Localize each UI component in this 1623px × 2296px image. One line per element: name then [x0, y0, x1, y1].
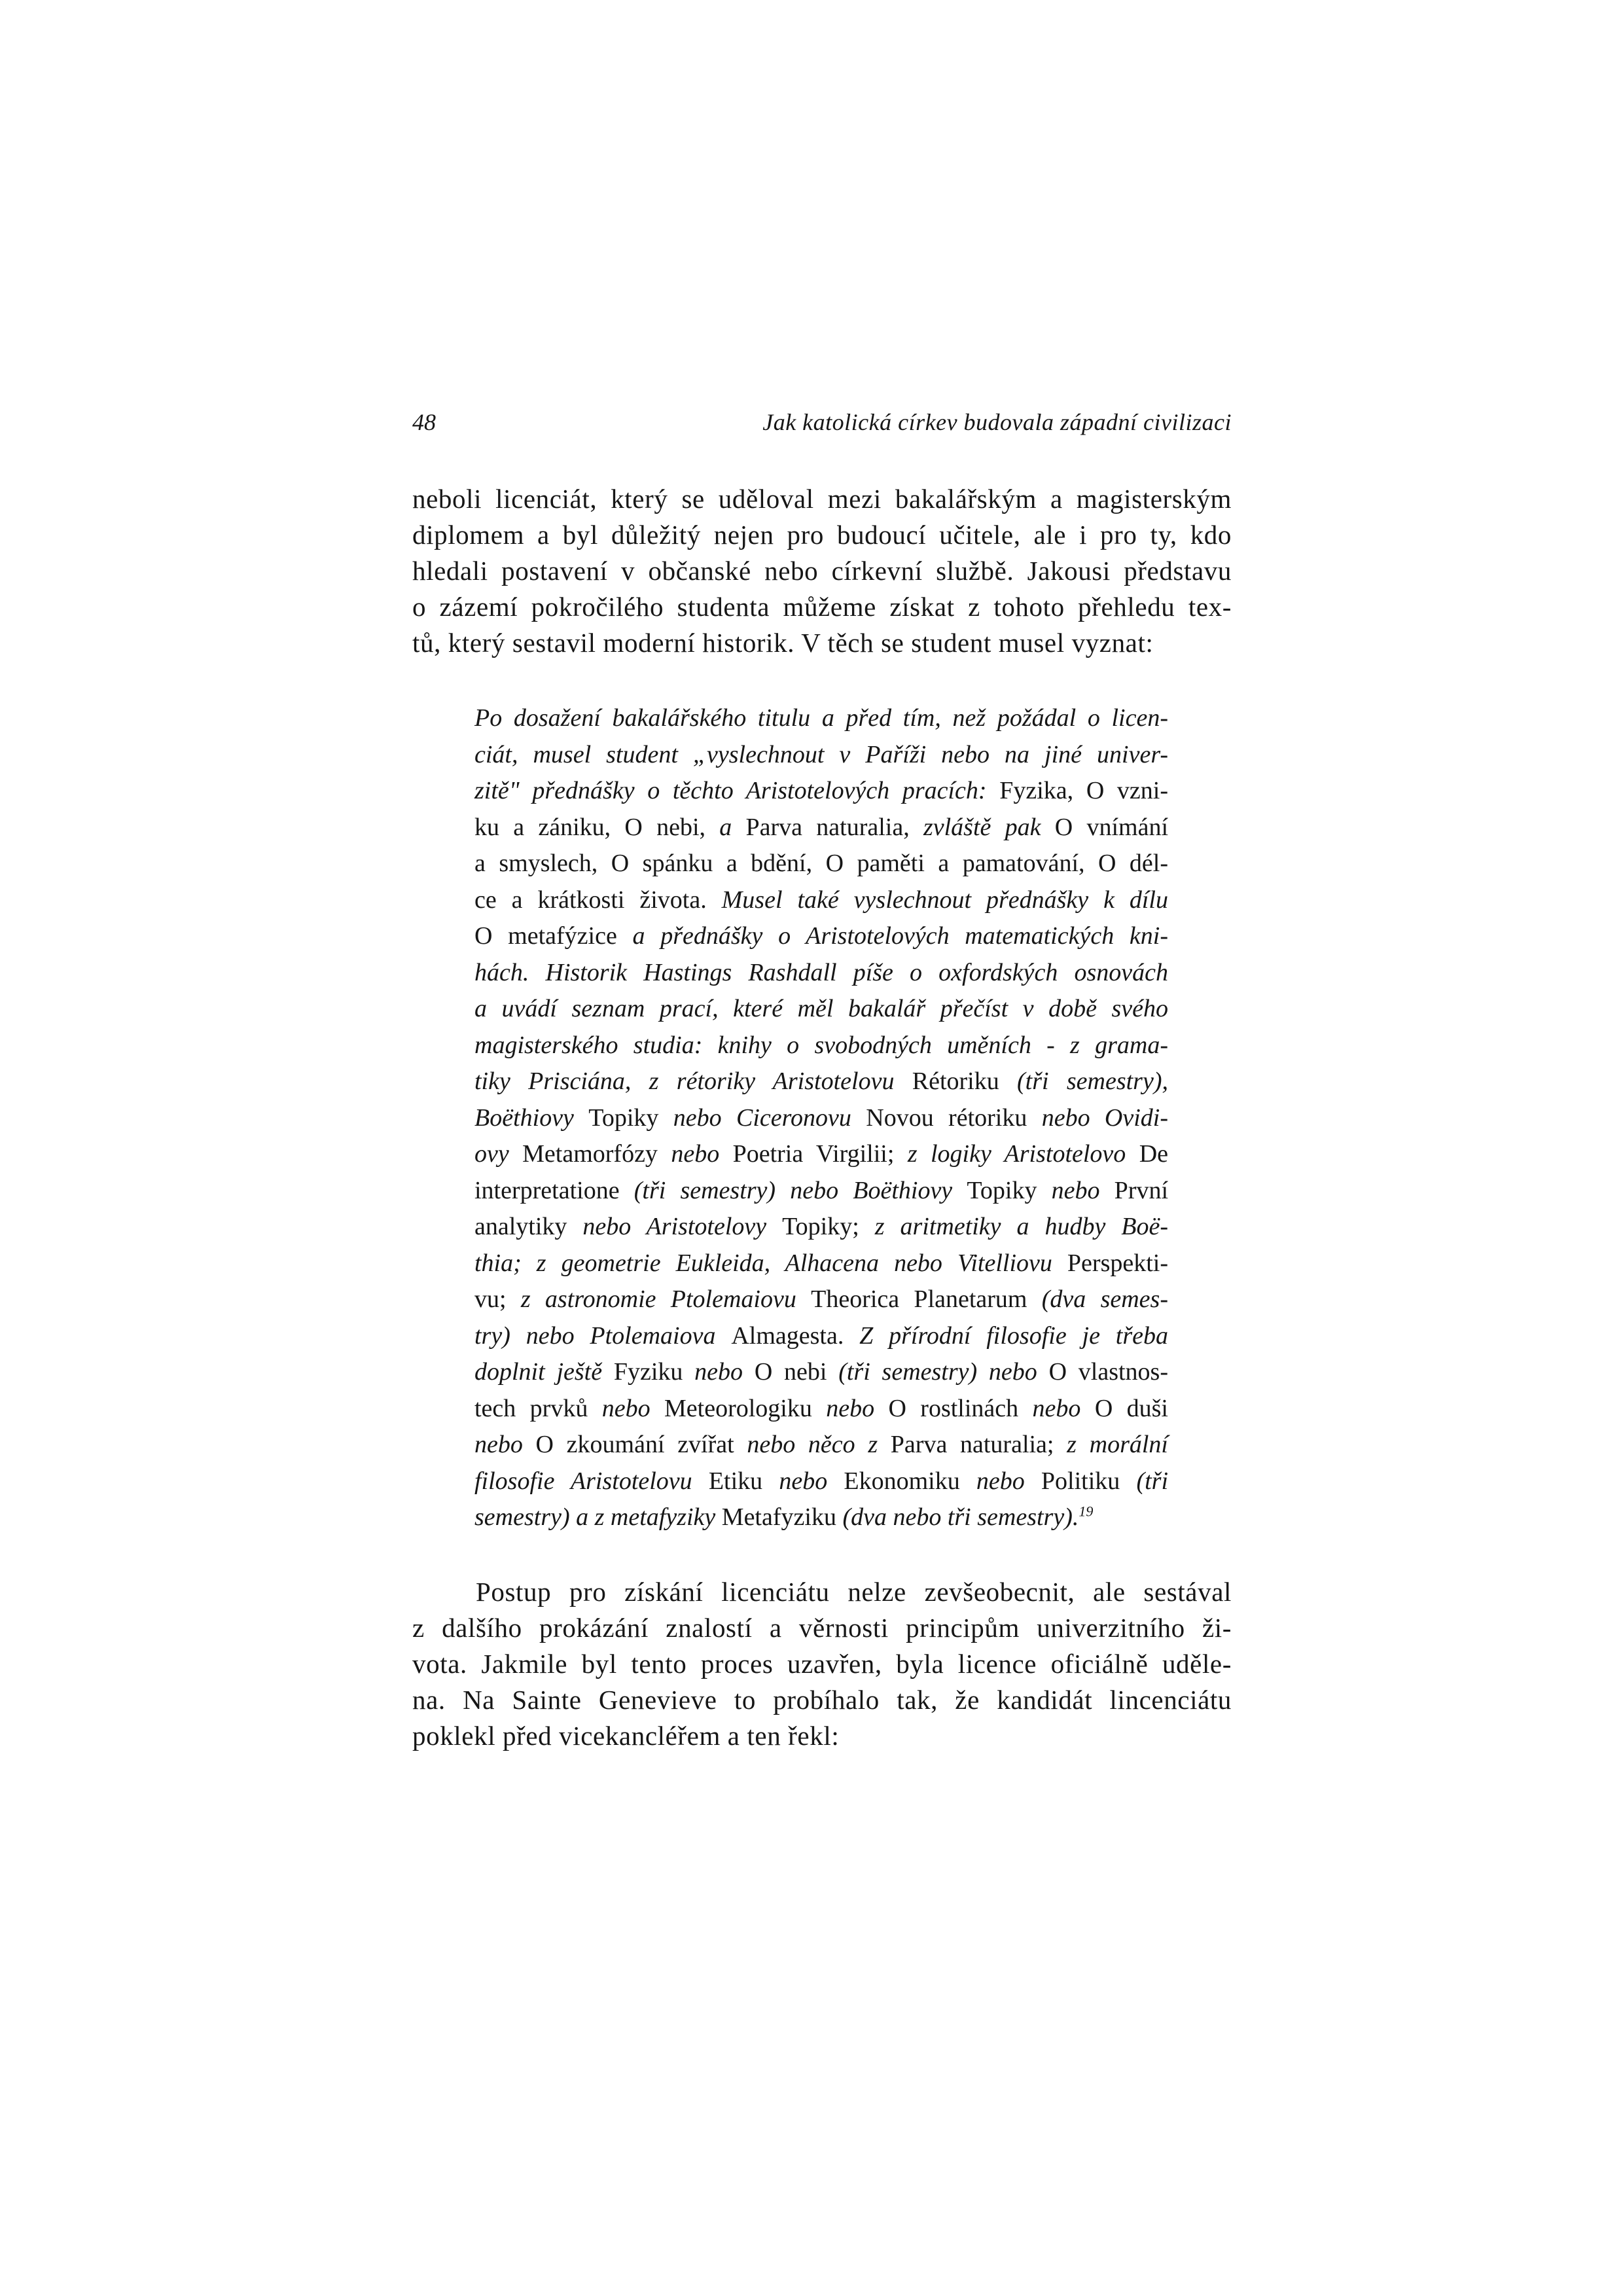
- quote-line: [474, 846, 1168, 882]
- roman-segment: Meteorologiku: [664, 1394, 827, 1422]
- roman-segment: Parva naturalia;: [890, 1431, 1067, 1458]
- italic-segment: filosofie Aristotelovu: [474, 1467, 709, 1495]
- quote-line: [474, 1282, 1168, 1318]
- italic-segment: hách. Historik Hastings Rashdall píše o oxfordských osnovách: [474, 958, 1168, 986]
- italic-segment: tiky Prisciána, z rétoriky Aristotelovu: [474, 1067, 912, 1095]
- roman-segment: Rétoriku: [912, 1067, 1018, 1095]
- italic-segment: nebo něco z: [747, 1431, 891, 1458]
- roman-segment: O nebi: [754, 1358, 839, 1386]
- quote-line: [474, 1209, 1168, 1246]
- roman-segment: Topiky: [967, 1176, 1052, 1204]
- roman-segment: O vlastnos-: [1048, 1358, 1168, 1386]
- quote-line: [474, 1064, 1168, 1100]
- italic-segment: (tři semestry) nebo Boëthiovy: [633, 1176, 967, 1204]
- text-line: neboli licenciát, který se uděloval mezi bakalářským a magisterským: [412, 484, 1232, 514]
- quote-line: [474, 991, 1168, 1028]
- italic-segment: nebo: [474, 1431, 536, 1458]
- italic-segment: Musel také vyslechnout přednášky k dílu: [721, 886, 1168, 914]
- paragraph-1: [412, 481, 1232, 661]
- roman-segment: Fyzika, O vzni-: [999, 777, 1168, 804]
- italic-segment: nebo Aristotelovy: [582, 1213, 783, 1240]
- roman-segment: Perspekti-: [1067, 1249, 1168, 1277]
- italic-segment: (tři semestry) nebo: [838, 1358, 1049, 1386]
- italic-segment: nebo Ciceronovu: [673, 1103, 866, 1132]
- quote-line: [474, 1246, 1168, 1282]
- roman-segment: O vnímání: [1054, 813, 1168, 841]
- italic-segment: (dva nebo tři semestry).: [842, 1503, 1079, 1531]
- quote-line: [474, 773, 1168, 810]
- roman-segment: Novou rétoriku: [866, 1103, 1042, 1132]
- italic-segment: ovy: [474, 1140, 523, 1168]
- roman-segment: Theorica Planetarum: [811, 1285, 1042, 1313]
- quote-line: [474, 1354, 1168, 1391]
- italic-segment: nebo: [671, 1140, 733, 1168]
- roman-segment: Ekonomiku: [844, 1467, 976, 1495]
- roman-segment: tech prvků: [474, 1394, 602, 1422]
- roman-segment: ce a krátkosti života.: [474, 886, 722, 914]
- roman-segment: První: [1114, 1176, 1169, 1204]
- page-number: 48: [412, 409, 436, 435]
- italic-segment: zitě" přednášky o těchto Aristotelových pracích:: [474, 777, 1000, 804]
- roman-segment: Etiku: [708, 1467, 779, 1495]
- italic-segment: (tři semestry),: [1017, 1067, 1168, 1095]
- roman-segment: vu;: [474, 1285, 521, 1313]
- roman-segment: analytiky: [474, 1213, 583, 1240]
- italic-segment: Boëthiovy: [474, 1103, 589, 1132]
- running-title: Jak katolická církev budovala západní civilizaci: [762, 409, 1232, 435]
- block-quote: [474, 700, 1168, 1536]
- quote-line: [474, 955, 1168, 992]
- text-line: z dalšího prokázání znalostí a věrnosti principům univerzitního ži-: [412, 1613, 1232, 1643]
- page-header: [412, 406, 1232, 439]
- italic-segment: (dva semes-: [1041, 1285, 1168, 1313]
- roman-segment: De: [1139, 1140, 1168, 1168]
- italic-segment: nebo: [826, 1394, 889, 1422]
- text-line: hledali postavení v občanské nebo církevní službě. Jakousi představu: [412, 556, 1232, 586]
- italic-segment: zvláště pak: [923, 813, 1055, 841]
- roman-segment: ku a zániku, O nebi,: [474, 813, 720, 841]
- roman-segment: Politiku: [1041, 1467, 1137, 1495]
- italic-segment: z astronomie Ptolemaiovu: [520, 1285, 812, 1313]
- text-line: diplomem a byl důležitý nejen pro budoucí učitele, ale i pro ty, kdo: [412, 520, 1232, 550]
- quote-line: [474, 918, 1168, 955]
- quote-line: [474, 1173, 1168, 1210]
- italic-segment: nebo: [694, 1358, 755, 1386]
- quote-line: [474, 1136, 1168, 1173]
- text-line: o zázemí pokročilého studenta můžeme získat z tohoto přehledu tex-: [412, 592, 1232, 622]
- text-line: tů, který sestavil moderní historik. V těch se student musel vyznat:: [412, 628, 1154, 658]
- quote-line: [474, 1318, 1168, 1355]
- roman-segment: a smyslech, O spánku a bdění, O paměti a pamatování, O dél-: [474, 850, 1168, 877]
- quote-line: [474, 1100, 1168, 1137]
- quote-line: [474, 1463, 1168, 1500]
- roman-segment: Parva naturalia,: [745, 813, 923, 841]
- italic-segment: semestry) a z metafyziky: [474, 1503, 722, 1531]
- italic-segment: nebo Ovidi-: [1041, 1103, 1169, 1132]
- text-line: poklekl před vicekancléřem a ten řekl:: [412, 1721, 840, 1751]
- italic-segment: a: [719, 813, 746, 841]
- italic-segment: nebo: [976, 1467, 1041, 1495]
- italic-segment: z aritmetiky a hudby Boë-: [874, 1213, 1169, 1240]
- text-line: vota. Jakmile byl tento proces uzavřen, byla licence oficiálně uděle-: [412, 1649, 1232, 1679]
- italic-segment: magisterského studia: knihy o svobodných uměních - z grama-: [474, 1031, 1168, 1059]
- italic-segment: Po dosažení bakalářského titulu a před tím, než požádal o licen-: [474, 704, 1168, 732]
- roman-segment: O metafýzice: [474, 922, 633, 950]
- text-line: na. Na Sainte Genevieve to probíhalo tak, že kandidát lincenciátu: [412, 1685, 1232, 1715]
- text-line: Postup pro získání licenciátu nelze zevšeobecnit, ale sestával: [476, 1577, 1232, 1607]
- quote-line: [474, 1391, 1168, 1427]
- quote-line: [474, 700, 1168, 737]
- quote-line: [474, 1427, 1168, 1463]
- quote-line: [474, 737, 1168, 774]
- roman-segment: Fyziku: [613, 1358, 695, 1386]
- roman-segment: Topiky: [588, 1103, 673, 1132]
- italic-segment: nebo: [1032, 1394, 1095, 1422]
- quote-line: [474, 1499, 1168, 1536]
- roman-segment: O duši: [1094, 1394, 1168, 1422]
- roman-segment: Poetria Virgilii;: [732, 1140, 908, 1168]
- footnote-marker: 19: [1079, 1503, 1094, 1520]
- italic-segment: ciát, musel student „vyslechnout v Paříži nebo na jiné univer-: [474, 740, 1168, 768]
- italic-segment: nebo: [601, 1394, 664, 1422]
- roman-segment: interpretatione: [474, 1176, 634, 1204]
- italic-segment: try) nebo Ptolemaiova: [474, 1321, 732, 1350]
- italic-segment: a uvádí seznam prací, které měl bakalář přečíst v době svého: [474, 995, 1168, 1022]
- italic-segment: nebo: [779, 1467, 844, 1495]
- quote-line: [474, 1028, 1168, 1064]
- italic-segment: Z přírodní filosofie je třeba: [859, 1321, 1168, 1350]
- italic-segment: z morální: [1067, 1431, 1168, 1458]
- italic-segment: thia; z geometrie Eukleida, Alhacena nebo Vitelliovu: [474, 1249, 1067, 1277]
- quote-line: [474, 882, 1168, 919]
- italic-segment: a přednášky o Aristotelových matematických kni-: [632, 922, 1168, 950]
- paragraph-2: [412, 1574, 1232, 1754]
- roman-segment: O zkoumání zvířat: [535, 1431, 747, 1458]
- roman-segment: Topiky;: [782, 1213, 875, 1240]
- italic-segment: doplnit ještě: [474, 1358, 614, 1386]
- quote-line: [474, 810, 1168, 846]
- roman-segment: O rostlinách: [888, 1394, 1033, 1422]
- italic-segment: (tři: [1136, 1467, 1168, 1495]
- roman-segment: Almagesta.: [731, 1321, 860, 1350]
- roman-segment: Metamorfózy: [522, 1140, 671, 1168]
- italic-segment: z logiky Aristotelovo: [907, 1140, 1139, 1168]
- italic-segment: nebo: [1051, 1176, 1115, 1204]
- roman-segment: Metafyziku: [721, 1503, 843, 1531]
